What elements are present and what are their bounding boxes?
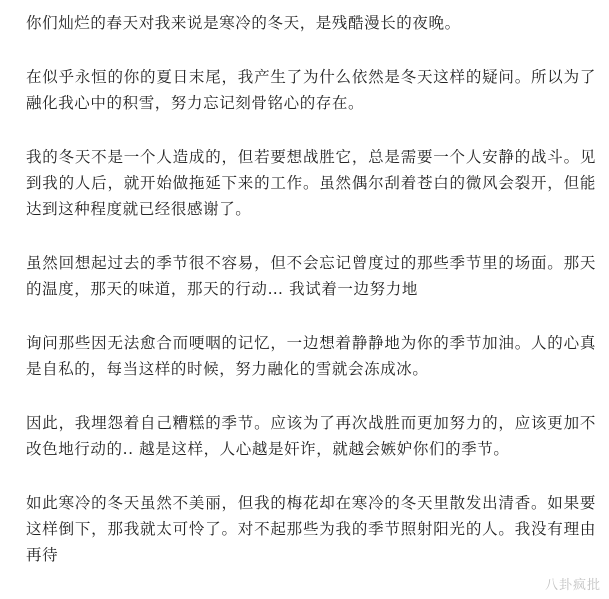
paragraph-6: 因此，我埋怨着自己糟糕的季节。应该为了再次战胜而更加努力的，应该更加不改色地行动的.. 越是这样，人心越是奸诈，就越会嫉妒你们的季节。 xyxy=(26,414,596,458)
paragraph-7: 如此寒冷的冬天虽然不美丽，但我的梅花却在寒冷的冬天里散发出清香。如果要这样倒下，那我就太可怜了。对不起那些为我的季节照射阳光的人。我没有理由再待 xyxy=(26,494,596,564)
article-body xyxy=(26,0,596,568)
watermark: 八卦疯批 xyxy=(544,578,601,593)
paragraph-3: 我的冬天不是一个人造成的，但若要想战胜它，总是需要一个人安静的战斗。见到我的人后，就开始做拖延下来的工作。虽然偶尔刮着苍白的微风会裂开，但能达到这种程度就已经很感谢了。 xyxy=(26,148,596,218)
paragraph-2: 在似乎永恒的你的夏日末尾，我产生了为什么依然是冬天这样的疑问。所以为了融化我心中的积雪，努力忘记刻骨铭心的存在。 xyxy=(26,68,596,112)
paragraph-4: 虽然回想起过去的季节很不容易，但不会忘记曾度过的那些季节里的场面。那天的温度，那天的味道，那天的行动… 我试着一边努力地 xyxy=(26,254,596,298)
paragraph-5: 询问那些因无法愈合而哽咽的记忆，一边想着静静地为你的季节加油。人的心真是自私的，每当这样的时候，努力融化的雪就会冻成冰。 xyxy=(26,334,596,378)
paragraph-1: 你们灿烂的春天对我来说是寒冷的冬天，是残酷漫长的夜晚。 xyxy=(26,14,461,32)
